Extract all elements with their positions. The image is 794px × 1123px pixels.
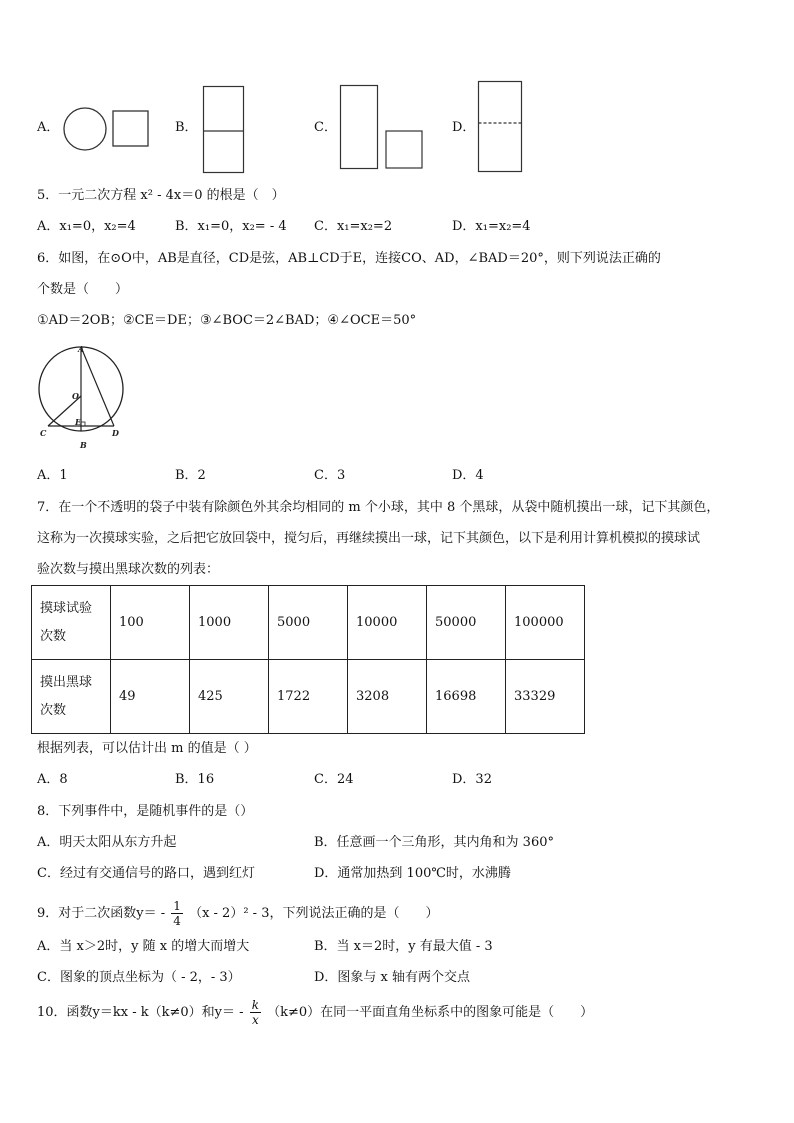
q8-option-d: D．通常加热到 100℃时，水沸腾 [314, 866, 511, 881]
q9-stem-prefix: 9．对于二次函数y＝ - [37, 906, 166, 921]
q4-option-c-figure [340, 85, 424, 171]
table-cell: 100 [111, 586, 190, 660]
table-row [32, 586, 585, 660]
table-cell: 10000 [348, 586, 427, 660]
q10-fraction [250, 998, 261, 1027]
table-cell: 5000 [269, 586, 348, 660]
q8-option-c: C．经过有交通信号的路口，遇到红灯 [37, 866, 255, 881]
q6-statements: ①AD＝2OB；②CE＝DE；③∠BOC＝2∠BAD；④∠OCE＝50° [37, 313, 417, 328]
q9-option-b: B．当 x＝2时，y 有最大值 - 3 [314, 939, 493, 954]
q6-option-d: D．4 [452, 468, 484, 483]
q6-stem-line2: 个数是（ ） [37, 282, 129, 297]
table-cell: 1000 [190, 586, 269, 660]
table-cell: 3208 [348, 660, 427, 734]
q9-stem [37, 897, 438, 931]
table-cell: 1722 [269, 660, 348, 734]
q9-stem-suffix: （x - 2）² - 3，下列说法正确的是（ ） [189, 906, 439, 921]
q7-option-b: B．16 [175, 772, 215, 787]
q5-option-b: B．x₁=0，x₂= - 4 [175, 219, 287, 234]
circle-shape [64, 108, 106, 150]
q9-option-a: A．当 x＞2时，y 随 x 的增大而增大 [37, 939, 250, 954]
q5-option-a: A．x₁=0，x₂=4 [37, 219, 136, 234]
q7-option-a: A．8 [37, 772, 68, 787]
q4-option-a: A． [37, 120, 60, 135]
table-cell: 425 [190, 660, 269, 734]
label-a: A [78, 344, 85, 354]
q9-option-c: C．图象的顶点坐标为（ - 2，- 3） [37, 970, 241, 985]
square-shape [113, 111, 148, 146]
q8-stem: 8．下列事件中，是随机事件的是（） [37, 804, 254, 819]
table-cell: 100000 [506, 586, 585, 660]
q9-frac-num: 1 [173, 899, 181, 913]
label-d: D [112, 428, 119, 438]
q9-fraction [171, 899, 183, 928]
q4-option-b-figure [203, 86, 245, 174]
q7-table [31, 585, 585, 734]
table-row-header: 摸球试验 次数 [32, 586, 111, 660]
q6-circle-figure [36, 344, 132, 454]
q10-stem-suffix: （k≠0）在同一平面直角坐标系中的图象可能是（ ） [267, 1005, 594, 1020]
label-c: C [40, 428, 47, 438]
q5-option-d: D．x₁=x₂=4 [452, 219, 531, 234]
q8-option-a: A．明天太阳从东方升起 [37, 835, 177, 850]
q4-option-d-figure [478, 81, 523, 174]
q4-option-b: B． [175, 120, 198, 135]
q10-frac-num: k [251, 998, 259, 1012]
q7-stem-line1: 7．在一个不透明的袋子中装有除颜色外其余均相同的 m 个小球，其中 8 个黑球，从袋中随机摸出一球，记下其颜色， [37, 500, 720, 515]
label-e: E [75, 417, 82, 427]
q4-option-d: D． [452, 120, 476, 135]
q10-stem [37, 996, 593, 1030]
q7-stem-line2: 这称为一次摸球实验，之后把它放回袋中，搅匀后，再继续摸出一球，记下其颜色，以下是利用计算机模拟的摸球试 [37, 531, 701, 546]
q8-option-b: B．任意画一个三角形，其内角和为 360° [314, 835, 554, 850]
q7-stem-line3: 验次数与摸出黑球次数的列表： [37, 562, 220, 577]
table-cell: 49 [111, 660, 190, 734]
table-cell: 16698 [427, 660, 506, 734]
q7-option-c: C．24 [314, 772, 354, 787]
q10-stem-prefix: 10．函数y＝kx - k（k≠0）和y＝ - [37, 1005, 244, 1020]
label-o: O [72, 391, 79, 401]
q4-option-c: C． [314, 120, 337, 135]
q6-option-b: B．2 [175, 468, 206, 483]
q6-stem-line1: 6．如图，在⊙O中，AB是直径，CD是弦，AB⊥CD于E，连接CO、AD，∠BAD＝20°，则下列说法正确的 [37, 251, 661, 266]
table-cell: 50000 [427, 586, 506, 660]
q6-option-a: A．1 [37, 468, 68, 483]
q7-option-d: D．32 [452, 772, 492, 787]
q4-option-a-figure [60, 106, 155, 152]
q5-stem: 5．一元二次方程 x² - 4x＝0 的根是（ ） [37, 188, 285, 203]
q9-frac-den: 4 [173, 914, 181, 928]
q10-frac-den: x [251, 1013, 259, 1027]
table-row [32, 660, 585, 734]
q5-option-c: C．x₁=x₂=2 [314, 219, 393, 234]
table-row-header: 摸出黑球 次数 [32, 660, 111, 734]
table-cell: 33329 [506, 660, 585, 734]
label-b: B [80, 440, 87, 450]
q9-option-d: D．图象与 x 轴有两个交点 [314, 970, 471, 985]
q7-after: 根据列表，可以估计出 m 的值是（ ） [37, 741, 257, 756]
q6-option-c: C．3 [314, 468, 346, 483]
